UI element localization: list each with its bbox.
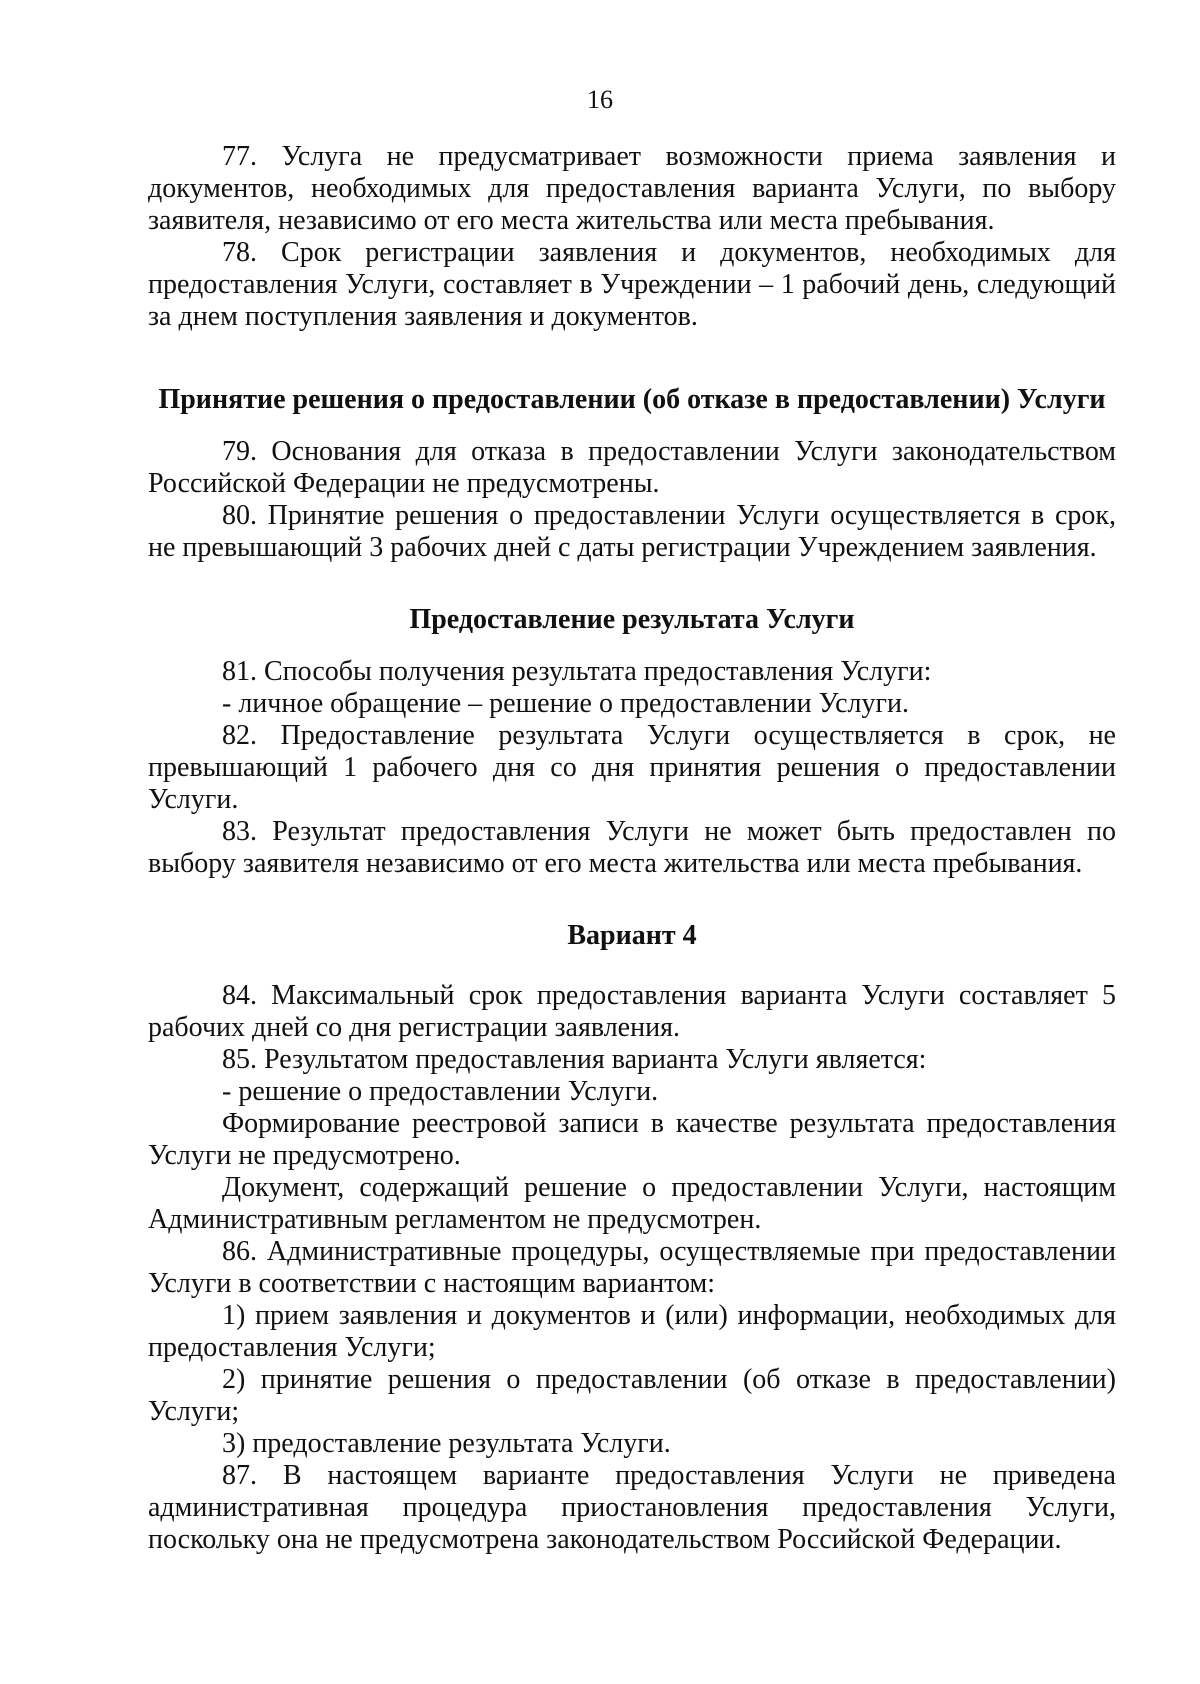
document-body [148, 141, 1116, 1556]
paragraph-document-note: Документ, содержащий решение о предоставлении Услуги, настоящим Административным регламентом не предусмотрен. [148, 1172, 1116, 1235]
paragraph-86-item-1: 1) прием заявления и документов и (или) информации, необходимых для предоставления Услуги; [148, 1300, 1116, 1363]
paragraph-86: 86. Административные процедуры, осуществляемые при предоставлении Услуги в соответствии с настоящим вариантом: [148, 1236, 1116, 1299]
paragraph-85: 85. Результатом предоставления варианта Услуги является: [222, 1044, 927, 1075]
spacer [148, 636, 1116, 656]
heading-result: Предоставление результата Услуги [409, 604, 855, 635]
spacer [148, 880, 1116, 920]
paragraph-82: 82. Предоставление результата Услуги осуществляется в срок, не превышающий 1 рабочего дня со дня принятия решения о предоставлении Услуги. [148, 720, 1116, 815]
spacer [148, 952, 1116, 980]
paragraph-83: 83. Результат предоставления Услуги не может быть предоставлен по выбору заявителя независимо от его места жительства или места пребывания. [148, 816, 1116, 879]
paragraph-81-item: - личное обращение – решение о предоставлении Услуги. [222, 688, 909, 719]
paragraph-86-item-3: 3) предоставление результата Услуги. [222, 1428, 671, 1459]
paragraph-77: 77. Услуга не предусматривает возможности приема заявления и документов, необходимых для предоставления варианта Услуги, по выбору заявителя, независимо от его места жительства или места пребывания. [148, 141, 1116, 236]
page-number: 16 [587, 85, 613, 114]
spacer [148, 416, 1116, 436]
heading-variant-4: Вариант 4 [567, 920, 697, 951]
paragraph-78: 78. Срок регистрации заявления и документов, необходимых для предоставления Услуги, составляет в Учреждении – 1 рабочий день, следующий за днем поступления заявления и документов. [148, 237, 1116, 332]
paragraph-81: 81. Способы получения результата предоставления Услуги: [222, 656, 932, 687]
paragraph-79: 79. Основания для отказа в предоставлении Услуги законодательством Российской Федерации не предусмотрены. [148, 436, 1116, 499]
paragraph-86-item-2: 2) принятие решения о предоставлении (об отказе в предоставлении) Услуги; [148, 1364, 1116, 1427]
paragraph-84: 84. Максимальный срок предоставления варианта Услуги составляет 5 рабочих дней со дня регистрации заявления. [148, 980, 1116, 1043]
spacer [148, 564, 1116, 604]
spacer [148, 333, 1116, 384]
heading-decision: Принятие решения о предоставлении (об отказе в предоставлении) Услуги [158, 384, 1106, 415]
paragraph-87: 87. В настоящем варианте предоставления Услуги не приведена административная процедура приостановления предоставления Услуги, поскольку она не предусмотрена законодательством Российской Федерации. [148, 1460, 1116, 1555]
paragraph-registry-note: Формирование реестровой записи в качестве результата предоставления Услуги не предусмотрено. [148, 1108, 1116, 1171]
paragraph-80: 80. Принятие решения о предоставлении Услуги осуществляется в срок, не превышающий 3 рабочих дней с даты регистрации Учреждением заявления. [148, 500, 1116, 563]
paragraph-85-item: - решение о предоставлении Услуги. [222, 1076, 659, 1107]
